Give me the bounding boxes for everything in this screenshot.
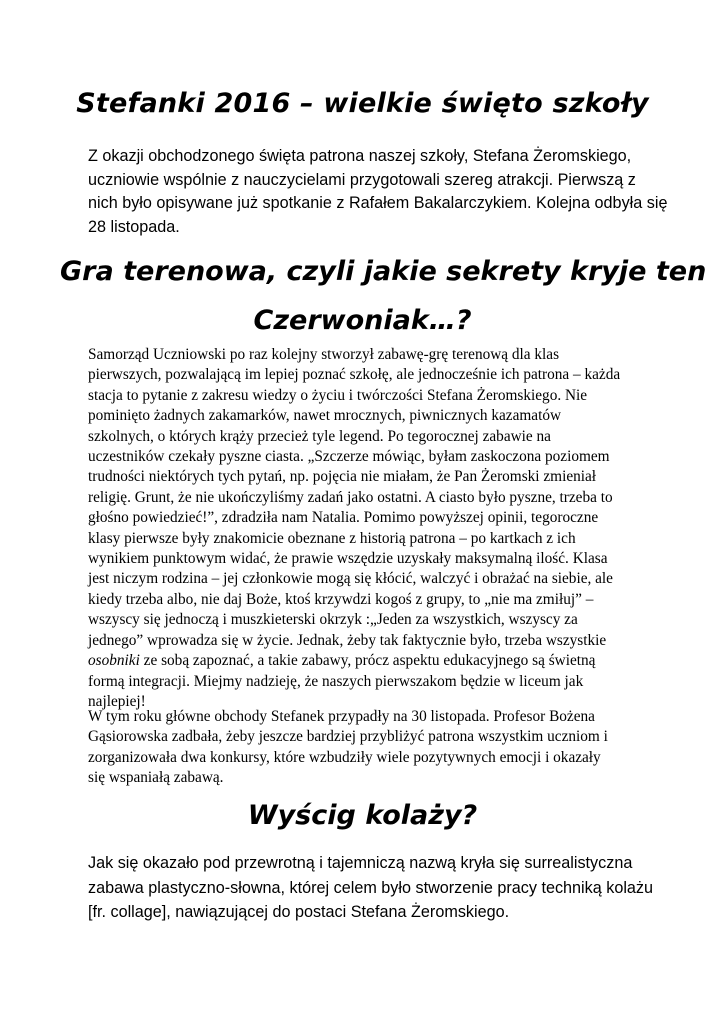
text-line: szkolnych, o których krąży przecież tyle legend. Po tegorocznej zabawie na <box>88 427 551 445</box>
text-line: W tym roku główne obchody Stefanek przypadły na 30 listopada. Profesor Bożena <box>88 708 595 725</box>
game-paragraph-1 <box>88 345 648 712</box>
text-line: nich było opisywane już spotkanie z Rafałem Bakalarczykiem. Kolejna odbyła się <box>88 194 668 212</box>
text-fragment: ze sobą zapoznać, a takie zabawy, prócz aspektu edukacyjnego są świetną <box>139 652 596 670</box>
text-line: zabawa plastyczno-słowna, której celem było stworzenie pracy techniką kolażu <box>88 878 654 897</box>
text-line: stacja to pytanie z zakresu wiedzy o życiu i twórczości Stefana Żeromskiego. Nie <box>88 386 588 404</box>
text-line: Jak się okazało pod przewrotną i tajemniczą nazwą kryła się surrealistyczna <box>88 854 633 872</box>
collage-paragraph <box>88 851 654 925</box>
text-line: uczniowie wspólnie z nauczycielami przygotowali szereg atrakcji. Pierwszą z <box>88 170 636 189</box>
text-line: Z okazji obchodzonego święta patrona naszej szkoły, Stefana Żeromskiego, <box>88 147 632 165</box>
game-paragraph-2 <box>88 707 648 789</box>
text-line: pierwszych, pozwalającą im lepiej poznać szkołę, ale jednocześnie ich patrona – każda <box>88 366 621 384</box>
text-line: jest niczym rodzina – jej członkowie mogą się kłócić, walczyć i obrażać na siebie, ale <box>88 570 613 588</box>
text-line: kiedy trzeba albo, nie daj Boże, ktoś krzywdzi kogoś z grupy, to „nie ma zmiłuj” – <box>88 590 594 608</box>
text-line: najlepiej! <box>88 692 146 710</box>
text-line <box>88 651 648 671</box>
text-line: trudności niektórych tych pytań, np. pojęcia nie miałam, że Pan Żeromski zmieniał <box>88 468 597 486</box>
text-line: się wspaniałą zabawą. <box>88 769 224 787</box>
text-line: Gąsiorowska zadbała, żeby jeszcze bardziej przybliżyć patrona wszystkim uczniom i <box>88 728 608 746</box>
text-line: 28 listopada. <box>88 217 180 236</box>
heading-line: Czerwoniak…? <box>253 305 472 336</box>
heading-line: Gra terenowa, czyli jakie sekrety kryje ten <box>60 256 707 287</box>
text-line: pominięto żadnych zakamarków, nawet mrocznych, piwnicznych kazamatów <box>88 407 562 425</box>
italic-word: osobniki <box>88 652 140 670</box>
text-line: uczestników czekały pyszne ciasta. „Szczerze mówiąc, byłam zaskoczona poziomem <box>88 448 610 466</box>
section-heading-game <box>60 247 707 345</box>
text-line: formą integracji. Miejmy nadzieję, że naszych pierwszakom będzie w liceum jak <box>88 672 584 690</box>
text-line: religię. Grunt, że nie ukończyliśmy zadań jako ostatni. A ciasto było pyszne, trzeba to <box>88 488 613 506</box>
text-line: wynikiem punktowym widać, że prawie wszędzie uzyskały maksymalną ilość. Klasa <box>88 550 608 568</box>
intro-paragraph <box>88 145 668 239</box>
text-line: klasy pierwsze były znakomicie obeznane z historią patrona – po kartkach z ich <box>88 529 576 547</box>
text-line: Samorząd Uczniowski po raz kolejny stworzył zabawę-grę terenową dla klas <box>88 346 560 363</box>
text-line: jednego” wprowadza się w życie. Jednak, żeby tak faktycznie było, trzeba wszystkie <box>88 631 607 649</box>
text-line: wszyscy się jednoczą i muszkieterski okrzyk :„Jeden za wszystkich, wszyscy za <box>88 611 578 629</box>
text-line: głośno powiedzieć!”, zdradziła nam Natalia. Pomimo powyższej opinii, tegoroczne <box>88 509 599 527</box>
text-line: [fr. collage], nawiązującej do postaci Stefana Żeromskiego. <box>88 903 510 921</box>
text-line: zorganizowała dwa konkursy, które wzbudziły wiele pozytywnych emocji i okazały <box>88 748 601 766</box>
page-title: Stefanki 2016 – wielkie święto szkoły <box>76 88 649 119</box>
section-heading-collage: Wyścig kolaży? <box>247 800 478 831</box>
